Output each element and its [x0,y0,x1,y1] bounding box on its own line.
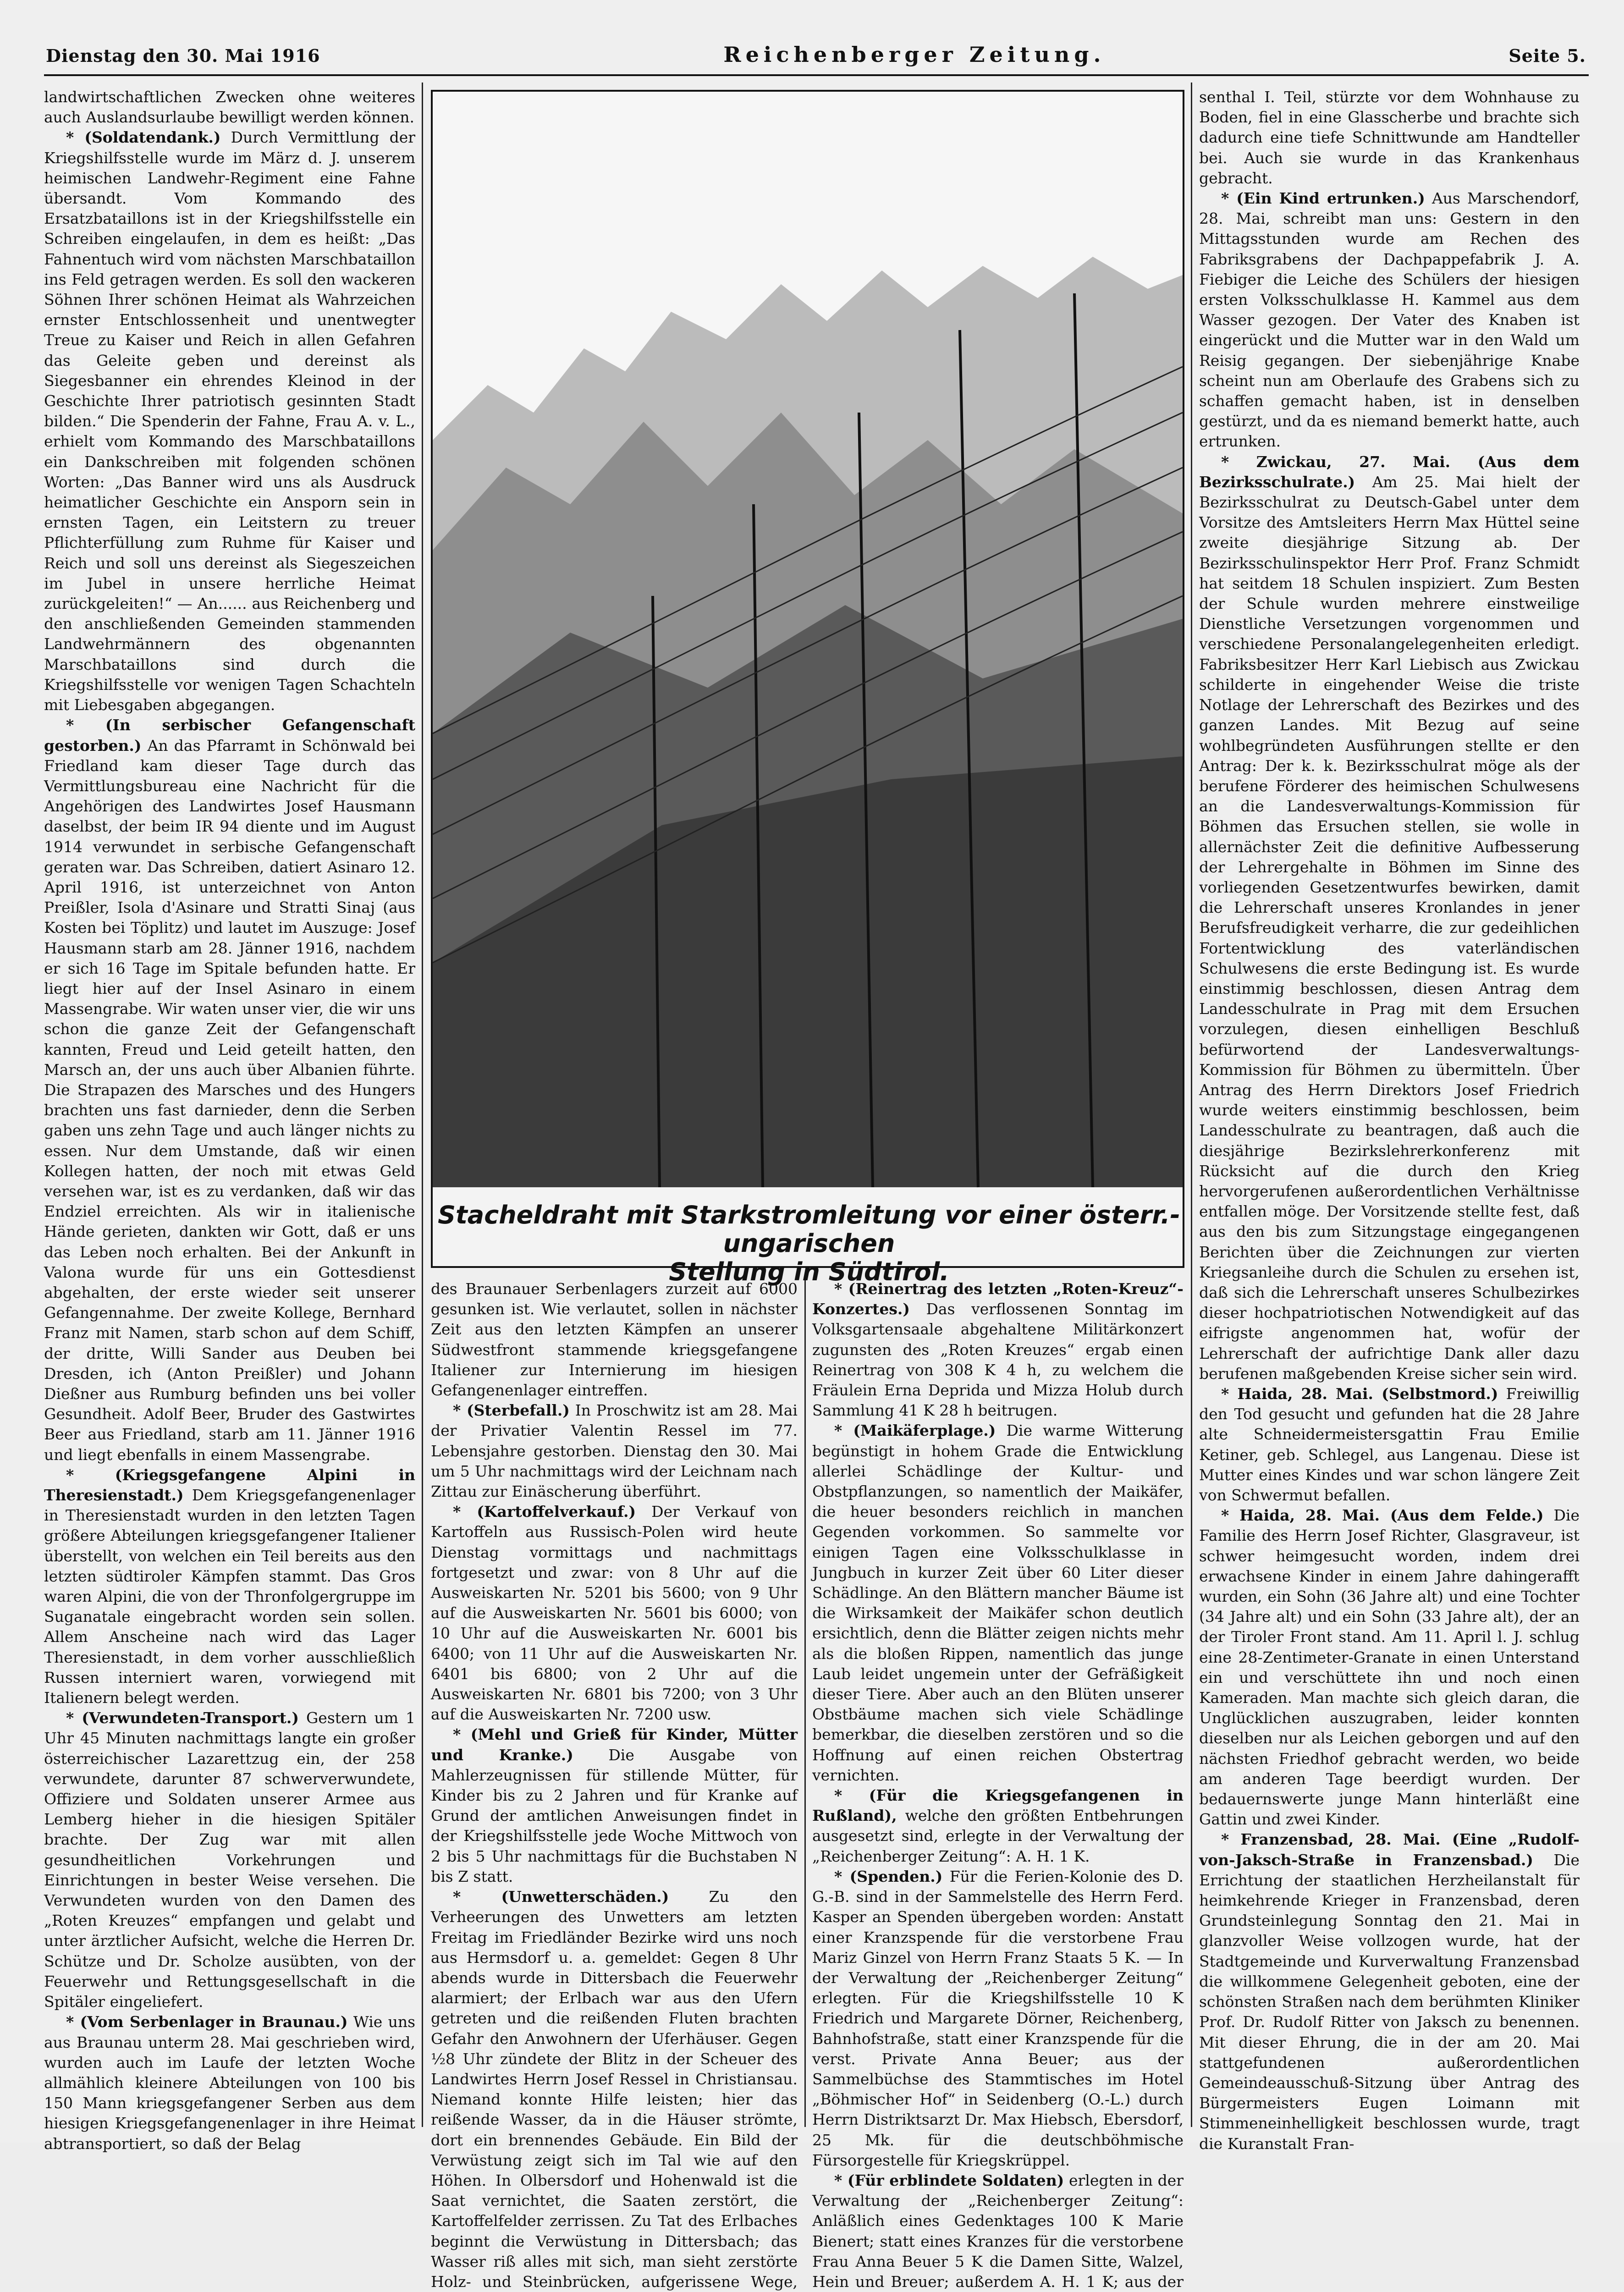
article-body: Aus Marschendorf, 28. Mai, schreibt man uns: Gestern in den Mittagsstunden wurde am Rechen des Fabriksgrabens der Dachpappefabrik J. A. Fiebiger die Leiche des Schülers der hiesigen ersten Volksschulklasse H. Kammel aus dem Wasser gezogen. Der Vater des Knaben ist eingerückt und die Mutter war in den Wald um Reisig gegangen. Der siebenjährige Knabe scheint nun am Oberlaufe des Grabens sich zu schaffen gemacht haben, ist in denselben gestürzt, und da es niemand bemerkt hatte, auch ertrunken. [1199,189,1580,451]
article-body: Freiwillig den Tod gesucht und gefunden hat die 28 Jahre alte Schneidermeistersgattin Frau Emilie Ketiner, geb. Schlegel, aus Langenau. Diese ist Mutter eines Kindes und war schon längere Zeit von Schwermut befallen. [1199,1385,1580,1504]
article-headline: * (In serbischer Gefangenschaft gestorben.) [44,716,415,755]
header-rule [44,74,1589,76]
article-headline: * (Unwetterschäden.) [453,1888,669,1906]
article-paragraph [1199,1829,1580,2154]
article-headline: * (Verwundeten-Transport.) [66,1709,299,1727]
header-date: Dienstag den 30. Mai 1916 [46,45,320,66]
article-paragraph [431,1279,798,1400]
article-paragraph [812,2171,1184,2292]
article-body: Die Errichtung der staatlichen Herzheilanstalt für heimkehrende Krieger in Franzensbad, deren Grundsteinlegung Sonntag den 21. Mai in glanzvoller Weise vollzogen wurde, hat der Stadtgemeinde und Kurverwaltung Franzensbad die willkommene Gelegenheit geboten, eine der schönsten Straßen nach dem berühmten Kliniker Prof. Dr. Rudolf Ritter von Jaksch zu benennen. Mit dieser Ehrung, die in der am 20. Mai stattgefundenen außerordentlichen Gemeindeausschuß-Sitzung über Antrag des Bürgermeisters Eugen Loimann mit Stimmeneinhelligkeit beschlossen wurde, tragt die Kuranstalt Fran- [1199,1851,1580,2153]
article-paragraph [812,1785,1184,1867]
article-headline: * Haida, 28. Mai. (Aus dem Felde.) [1221,1506,1544,1525]
article-body: Das verflossenen Sonntag im Volksgartensaale abgehaltene Militärkonzert zugunsten des „Roten Kreuzes“ ergab einen Reinertrag von 308 K 4 h, zu welchem die Fräulein Erna Deprida und Mizza Holub durch Sammlung 41 K 28 h beitrugen. [812,1300,1184,1420]
article-headline: * (Für erblindete Soldaten) [834,2171,1064,2189]
article-headline: * (Kartoffelverkauf.) [453,1503,636,1521]
column-divider-3 [1191,83,1192,2127]
article-body: Am 25. Mai hielt der Bezirksschulrat zu Deutsch-Gabel unter dem Vorsitze des Amtsleiters Herrn Max Hüttel seine zweite diesjährige Sitzung ab. Der Bezirksschulinspektor Herr Prof. Franz Schmidt hat seitdem 18 Schulen inspiziert. Zum Besten der Schule wurden mehrere einstweilige Dienstliche Versetzungen vorgenommen und verschiedene Personalangelegenheiten erledigt. Fabriksbesitzer Herr Karl Liebisch aus Zwickau schilderte in eingehender Weise die triste Notlage der Lehrerschaft des Bezirkes und des ganzen Landes. Mit Bezug auf seine wohlbegründeten Ausführungen stellte er den Antrag: Der k. k. Bezirksschulrat möge als der berufene Förderer des heimischen Schulwesens an die Landesverwaltungs-Kommission für Böhmen das Ersuchen stellen, sie wolle in allernächster Zeit die definitive Aufbesserung der Lehrergehalte in Böhmen im Sinne des vorliegenden Gesetzentwurfes bewirken, damit die Lehrerschaft unseres Kronlandes in jener Berufsfreudigkeit verharre, die zur gedeihlichen Fortentwicklung des vaterländischen Schulwesens die erste Bedingung ist. Es wurde einstimmig beschlossen, diesen Antrag dem Landesschulrate in Prag mit dem Ersuchen vorzulegen, diesen einhelligen Beschluß befürwortend der Landesverwaltungs-Kommission für Böhmen zu übermitteln. Über Antrag des Herrn Direktors Josef Friedrich wurde weiters einstimmig beschlossen, beim Landesschulrate zu beantragen, daß auch die diesjährige Bezirkslehrerkonferenz mit Rücksicht auf die durch den Krieg hervorgerufenen außerordentlichen Verhältnisse entfallen möge. Der Vorsitzende stellte fest, daß aus den bis zum Sitzungstage eingegangenen Berichten über die Zeichnungen zur vierten Kriegsanleihe durch die Schulen zu ersehen ist, daß sich die Lehrerschaft unseres Schulbezirkes dieser hochpatriotischen Notwendigkeit auf das eifrigste angenommen hat, wofür der Lehrerschaft der aufrichtige Dank aller dazu berufenen maßgebenden Kreise sicher sein wird. [1199,473,1580,1383]
article-headline: * (Kriegsgefangene Alpini in Theresienstadt.) [44,1466,415,1504]
article-body: Durch Vermittlung der Kriegshilfsstelle wurde im März d. J. unserem heimischen Landwehr-Regiment eine Fahne übersandt. Vom Kommando des Ersatzbataillons ist in der Kriegshilfsstelle ein Schreiben eingelaufen, in dem es heißt: „Das Fahnentuch wird vom nächsten Marschbataillon ins Feld getragen werden. Es soll den wackeren Söhnen Ihrer schönen Heimat als Wahrzeichen ernster Entschlossenheit und unentwegter Treue zu Kaiser und Reich in allen Gefahren das Geleite geben und dereinst als Siegesbanner ein ehrendes Kleinod in der Geschichte Ihrer patriotisch gesinnten Stadt bilden.“ Die Spenderin der Fahne, Frau A. v. L., erhielt vom Kommando des Marschbataillons ein Dankschreiben mit folgenden schönen Worten: „Das Banner wird uns als Ausdruck heimatlicher Geschichte ein Ansporn sein in ernsten Tagen, ein Leitstern zu treuer Pflichterfüllung zum Ruhme für Kaiser und Reich und soll uns dereinst als Siegeszeichen im Jubel in unsere herrliche Heimat zurückgeleiten!“ — An...... aus Reichenberg und den anschließenden Gemeinden stammenden Landwehrmännern des obgenannten Marschbataillons sind durch die Kriegshilfsstelle vor wenigen Tagen Schachteln mit Liebesgaben abgegangen. [44,128,415,714]
article-paragraph [44,1708,415,2012]
article-paragraph [431,1502,798,1725]
article-headline: * Haida, 28. Mai. (Selbstmord.) [1221,1385,1498,1403]
photo-caption [435,1201,1183,1286]
photo-illustration [431,90,1184,1268]
article-body: Dem Kriegsgefangenenlager in Theresienstadt wurden in den letzten Tagen größere Abteilungen kriegsgefangener Italiener überstellt, von welchen ein Teil bereits aus den letzten südtiroler Kämpfen stammt. Das Gros waren Alpini, die von der Thronfolgergruppe im Suganatale eingebracht worden sein sollen. Allem Anscheine nach wird das Lager Theresienstadt, in dem vorher ausschließlich Russen interniert waren, vorwiegend mit Italienern belegt werden. [44,1486,415,1707]
article-body: Der Verkauf von Kartoffeln aus Russisch-Polen wird heute Dienstag vormittags und nachmittags fortgesetzt und zwar: von 8 Uhr auf die Ausweiskarten Nr. 5201 bis 5600; von 9 Uhr auf die Ausweiskarten Nr. 5601 bis 6000; von 10 Uhr auf die Ausweiskarten Nr. 6001 bis 6400; von 11 Uhr auf die Ausweiskarten Nr. 6401 bis 6800; von 2 Uhr auf die Ausweiskarten Nr. 6801 bis 7200; von 3 Uhr auf die Ausweiskarten Nr. 7200 usw. [431,1503,798,1724]
column-2 [431,1279,798,2291]
article-body: Zu den Verheerungen des Unwetters am letzten Freitag im Friedländer Bezirke wird uns noch aus Hermsdorf u. a. gemeldet: Gegen 8 Uhr abends wurde in Dittersbach die Feuerwehr alarmiert; der Erlbach war aus den Ufern getreten und die reißenden Fluten brachten Gefahr den Anwohnern der Uferhäuser. Gegen ½8 Uhr zündete der Blitz in der Scheuer des Landwirtes Herrn Josef Ressel in Christiansau. Niemand konnte Hilfe leisten; hier das reißende Wasser, da in die Häuser strömte, dort ein brennendes Gebäude. Ein Bild der Verwüstung zeigt sich im Tal wie auf den Höhen. In Olbersdorf und Hohenwald ist die Saat vernichtet, die Saaten zerstört, die Kartoffelfelder zerrissen. Zu Tat des Erlbaches beginnt die Verwüstung in Dittersbach; das Wasser riß alles mit sich, man sieht zerstörte Holz- und Steinbrücken, aufgerissene Wege, [431,1888,798,2291]
article-paragraph [431,1725,798,1887]
article-paragraph [44,2012,415,2154]
article-body: Die warme Witterung begünstigt in hohem Grade die Entwicklung allerlei Schädlinge der Kultur- und Obstpflanzungen, so namentlich der Maikäfer, die heuer besonders reichlich in manchen Gegenden vorkommen. So sammelte vor einigen Tagen eine Volksschulklasse in Jungbuch in kurzer Zeit über 60 Liter dieser Schädlinge. An den Blättern mancher Bäume ist die Wirksamkeit der Maikäfer schon deutlich ersichtlich, denn die Blätter zeigen nichts mehr als die bloßen Rippen, namentlich das junge Laub leidet ungemein unter der Gefräßigkeit dieser Tiere. Aber auch an den Blüten unserer Obstbäume machen sich viele Schädlinge bemerkbar, die dieselben zerstören und so die Hoffnung auf einen reichen Obstertrag vernichten. [812,1421,1184,1784]
masthead-title: Reichenberger Zeitung. [723,42,1106,67]
barbed-wire-landscape-illustration [433,92,1183,1187]
article-body: Die Ausgabe von Mahlerzeugnissen für stillende Mütter, für Kinder bis zu 2 Jahren und für Kranke auf Grund der amtlichen Anweisungen findet in der Kriegshilfsstelle jede Woche Mittwoch von 2 bis 5 Uhr nachmittags für die Buchstaben N bis Z statt. [431,1746,798,1885]
article-paragraph [1199,188,1580,452]
column-4 [1199,87,1580,2153]
caption-line-2: Stellung in Südtirol. [669,1257,949,1286]
column-divider-1 [422,83,423,2127]
article-headline: * (Sterbefall.) [453,1401,570,1420]
article-headline: * (Mehl und Grieß für Kinder, Mütter und Kranke.) [431,1725,798,1764]
column-1 [44,87,416,2153]
article-paragraph [44,715,415,1465]
article-body: welche den größten Entbehrungen ausgesetzt sind, erlegte in der Verwaltung der „Reichenberger Zeitung“: A. H. 1 K. [812,1807,1184,1865]
article-paragraph [44,1465,415,1708]
article-body: Gestern um 1 Uhr 45 Minuten nachmittags langte ein großer österreichischer Lazarettzug ein, der 258 verwundete, darunter 87 schwerverwundete, Offiziere und Soldaten unserer Armee aus Lemberg hieher in die hiesigen Spitäler brachte. Der Zug war mit allen gesundheitlichen Vorkehrungen und Einrichtungen in bester Weise versehen. Die Verwundeten wurden von den Damen des „Roten Kreuzes“ empfangen und gelabt und unter ärztlicher Aufsicht, welche die Herren Dr. Schütze und Dr. Scholze ausübten, von der Feuerwehr und Rettungsgesellschaft in die Spitäler eingeliefert. [44,1709,416,2011]
article-body: Die Familie des Herrn Josef Richter, Glasgraveur, ist schwer heimgesucht worden, indem drei erwachsene Kinder in einem Jahre dahingerafft wurden, ein Sohn (36 Jahre alt) und eine Tochter (34 Jahre alt) und ein Sohn (33 Jahre alt), der an der Tiroler Front stand. Am 11. April l. J. schlug eine 28-Zentimeter-Granate in einen Unterstand ein und verschüttete ihn und noch einen Kameraden. Man machte sich gleich daran, die Unglücklichen auszugraben, leider konnten dieselben nur als Leichen geborgen und auf den nächsten Friedhof gebracht werden, wo beide am anderen Tage beerdigt wurden. Der bedauernswerte junge Mann hinterläßt eine Gattin und zwei Kinder. [1199,1506,1580,1829]
column-3 [812,1279,1184,2291]
column-divider-2 [804,1279,806,2127]
article-headline: * Zwickau, 27. Mai. (Aus dem Bezirksschulrate.) [1199,452,1580,491]
article-headline: * (Vom Serbenlager in Braunau.) [66,2013,348,2031]
article-body: Wie uns aus Braunau unterm 28. Mai geschrieben wird, wurden auch im Laufe der letzten Woche allmählich kleinere Abteilungen von 100 bis 150 Mann kriegsgefangener Serben aus dem hiesigen Kriegsgefangenenlager in ihre Heimat abtransportiert, so daß der Belag [44,2013,416,2153]
article-headline: * (Für die Kriegsgefangenen in Rußland), [812,1786,1184,1825]
article-body: Für die Ferien-Kolonie des D. G.-B. sind in der Sammelstelle des Herrn Ferd. Kasper an Spenden übergeben worden: Anstatt einer Kranzspende für die verstorbene Frau Mariz Ginzel von Herrn Franz Staats 5 K. — In der Verwaltung der „Reichenberger Zeitung“ erlegten. Für die Kriegshilfsstelle 10 K Friedrich und Margarete Dörner, Reichenberg, Bahnhofstraße, statt einer Kranzspende für die verst. Private Anna Beuer; aus der Sammelbüchse des Stammtisches im Hotel „Böhmischer Hof“ in Seidenberg (O.-L.) durch Herrn Distriktsarzt Dr. Max Hiebsch, Ebersdorf, 25 Mk. für die deutschböhmische Fürsorgestelle für Kriegskrüppel. [812,1867,1184,2169]
article-paragraph [812,1867,1184,2171]
article-headline: * (Ein Kind ertrunken.) [1221,189,1425,208]
article-paragraph [1199,1505,1580,1829]
article-body: erlegten in der Verwaltung der „Reichenberger Zeitung“: Anläßlich eines Gedenktages 100 K Marie Bienert; statt eines Kranzes für die verstorbene Frau Anna Beuer 5 K die Damen Sitte, Walzel, Hein und Breuer; außerdem A. H. 1 K; aus der [812,2171,1184,2291]
article-paragraph [1199,87,1580,188]
article-paragraph [1199,452,1580,1384]
article-paragraph [44,87,415,127]
article-paragraph [812,1279,1184,1421]
article-headline: * (Soldatendank.) [66,128,221,147]
article-body: senthal I. Teil, stürzte vor dem Wohnhause zu Boden, fiel in eine Glasscherbe und brachte sich dadurch eine tiefe Schnittwunde am Handteller bei. Auch sie wurde in das Krankenhaus gebracht. [1199,88,1580,187]
article-paragraph [812,1421,1184,1785]
article-body: In Proschwitz ist am 28. Mai der Privatier Valentin Ressel im 77. Lebensjahre gestorben. Dienstag den 30. Mai um 5 Uhr nachmittags wird der Leichnam nach Zittau zur Einäscherung überführt. [431,1401,798,1501]
caption-line-1: Stacheldraht mit Starkstromleitung vor einer österr.-ungarischen [438,1201,1180,1258]
article-body: landwirtschaftlichen Zwecken ohne weiteres auch Auslandsurlaube bewilligt werden können. [44,88,415,127]
article-headline: * (Reinertrag des letzten „Roten-Kreuz“-Konzertes.) [812,1280,1184,1318]
article-paragraph [1199,1384,1580,1505]
page-number: Seite 5. [1508,45,1586,66]
article-headline: * (Spenden.) [834,1867,943,1885]
article-body: An das Pfarramt in Schönwald bei Friedland kam dieser Tage durch das Vermittlungsbureau eine Nachricht für die Angehörigen des Landwirtes Josef Hausmann daselbst, der beim IR 94 diente und im August 1914 verwundet in serbische Gefangenschaft geraten war. Das Schreiben, datiert Asinaro 12. April 1916, ist unterzeichnet von Anton Preißler, Isola d'Asinare und Stratti Sinaj (aus Kosten bei Töplitz) und lautet im Auszuge: Josef Hausmann starb am 28. Jänner 1916, nachdem er sich 16 Tage im Spitale befunden hatte. Er liegt hier auf der Insel Asinaro in einem Massengrabe. Wir waten unser vier, die wir uns schon die ganze Zeit der Gefangenschaft kannten, Freud und Leid geteilt hatten, den Marsch an, der uns auch über Albanien führte. Die Strapazen des Marsches und des Hungers brachten uns fast darnieder, denn die Serben gaben uns zehn Tage und auch länger nichts zu essen. Nur dem Umstande, daß wir einen Kollegen hatten, der noch mit etwas Geld versehen war, ist es zu verdanken, daß wir das Endziel erreichten. Als wir in italienische Hände gerieten, dankten wir Gott, daß er uns das Leben noch erhalten. Bei der Ankunft in Valona wurde für uns ein Gottesdienst abgehalten, der erste wieder seit unserer Gefangennahme. Der zweite Kollege, Bernhard Franz mit Namen, starb schon auf dem Schiff, der dritte, Willi Sander aus Deuben bei Dresden, ich (Anton Preißler) und Johann Dießner aus Rumburg befinden uns bei voller Gesundheit. Adolf Beer, Bruder des Gastwirtes Beer aus Friedland, starb am 11. Jänner 1916 und liegt ebenfalls in einem Massengrabe. [44,736,415,1464]
article-paragraph [431,1400,798,1502]
page-header [46,42,1586,70]
article-paragraph [431,1887,798,2292]
article-body: des Braunauer Serbenlagers zurzeit auf 6000 gesunken ist. Wie verlautet, sollen in nächster Zeit aus den letzten Kämpfen an unserer Südwestfront stammende kriegsgefangene Italiener zur Internierung im hiesigen Gefangenenlager eintreffen. [431,1280,798,1399]
article-headline: * Franzensbad, 28. Mai. (Eine „Rudolf-von-Jaksch-Straße in Franzensbad.) [1199,1830,1580,1869]
article-paragraph [44,127,415,715]
article-headline: * (Maikäferplage.) [834,1421,996,1440]
